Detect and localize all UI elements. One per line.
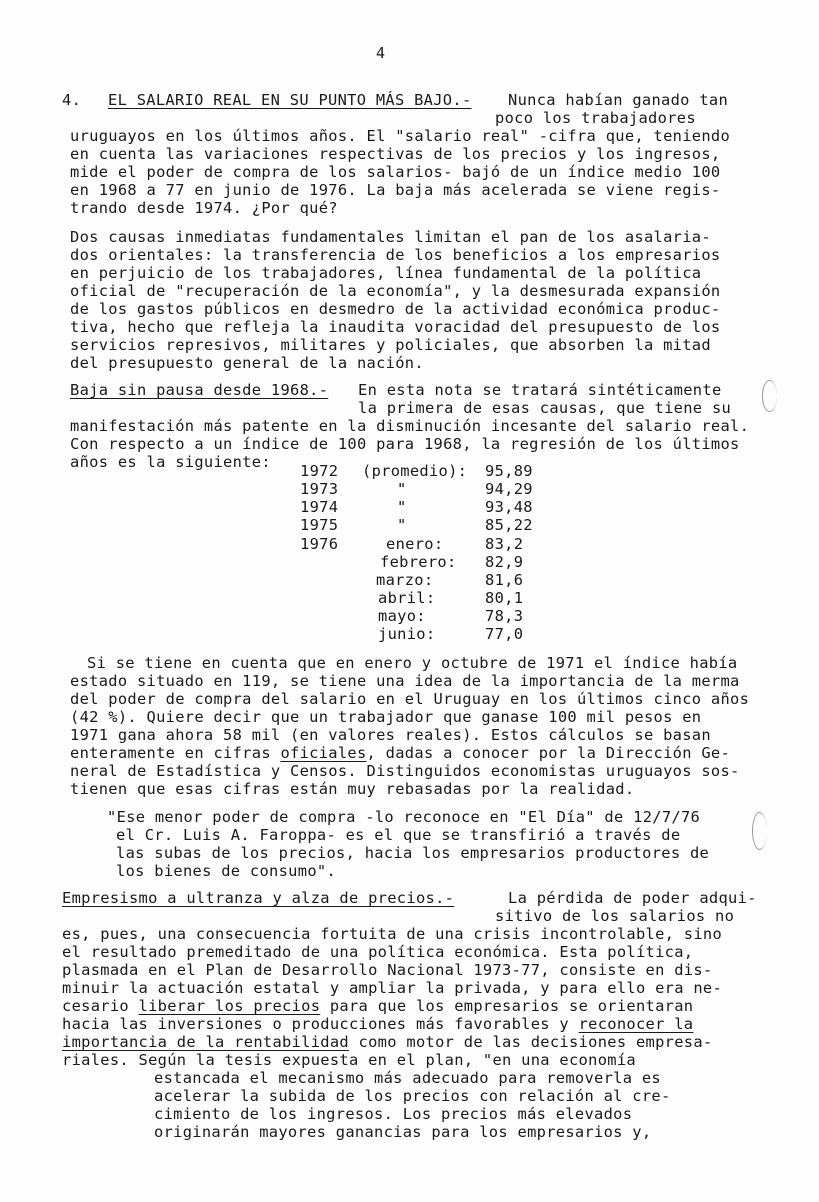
table-label: " [397,498,407,516]
quote-line: cimiento de los ingresos. Los precios más elevados [154,1105,633,1123]
table-value: 80,1 [485,589,524,607]
quote-line: los bienes de consumo". [116,862,337,880]
text-line: riales. Según la tesis expuesta en el plan, "en una economía [62,1051,636,1069]
text-line: de los gastos públicos en desmedro de la actividad económica produc- [70,300,721,318]
table-value: 77,0 [485,625,524,643]
section-number: 4. [62,91,82,109]
table-value: 93,48 [485,498,533,516]
text-segment: , dadas a conocer por la Dirección Ge- [366,744,731,762]
text-line: la primera de esas causas, que tiene su [358,399,732,417]
text-line: Dos causas inmediatas fundamentales limitan el pan de los asalaria- [70,228,711,246]
text-line: años es la siguiente: [70,453,271,471]
text-line [62,1033,713,1051]
text-line: mide el poder de compra de los salarios- bajó de un índice medio 100 [70,163,721,181]
table-label: " [397,480,407,498]
text-line: 1971 gana ahora 58 mil (en valores reales). Estos cálculos se basan [70,726,711,744]
quote-line: las subas de los precios, hacia los empresarios productores de [116,844,710,862]
text-line: en cuenta las variaciones respectivas de los precios y los ingresos, [70,145,721,163]
table-label: mayo: [378,607,426,625]
underlined-term: oficiales [280,744,367,762]
margin-mark [752,812,767,850]
text-line: en perjuicio de los trabajadores, línea fundamental de la política [70,264,702,282]
text-line: sitivo de los salarios no [495,907,735,925]
text-line: neral de Estadística y Censos. Distinguidos economistas uruguayos sos- [70,762,740,780]
text-line: es, pues, una consecuencia fortuita de una crisis incontrolable, sino [62,925,723,943]
text-line: dos orientales: la transferencia de los beneficios a los empresarios [70,246,721,264]
table-value: 94,29 [485,480,533,498]
subheading-empresismo: Empresismo a ultranza y alza de precios.- [62,889,455,907]
text-line: Si se tiene en cuenta que en enero y octubre de 1971 el índice había [87,654,738,672]
text-segment: como motor de las decisiones empresa- [348,1033,713,1051]
text-line: oficial de "recuperación de la economía", y la desmesurada expansión [70,282,721,300]
text-line: minuir la actuación estatal y ampliar la privada, y para ello era ne- [62,979,723,997]
text-segment: cesario [62,997,139,1015]
text-line: manifestación más patente en la disminución incesante del salario real. [70,417,750,435]
table-value: 83,2 [485,535,524,553]
table-year: 1973 [300,480,339,498]
text-line: trando desde 1974. ¿Por qué? [70,199,338,217]
text-line: tiva, hecho que refleja la inaudita voracidad del presupuesto de los [70,318,721,336]
text-line: el resultado premeditado de una política económica. Esta política, [62,943,694,961]
section-lead: Nunca habían ganado tan [508,91,729,109]
table-label: abril: [378,589,436,607]
quote-line: "Ese menor poder de compra -lo reconoce en "El Día" de 12/7/76 [107,808,701,826]
table-value: 82,9 [485,553,524,571]
table-value: 95,89 [485,462,533,480]
baja-lead: En esta nota se tratará sintéticamente [358,381,722,399]
table-value: 81,6 [485,571,524,589]
text-line: en 1968 a 77 en junio de 1976. La baja más acelerada se viene regis- [70,181,721,199]
margin-mark [762,380,777,412]
text-line: del presupuesto general de la nación. [70,354,424,372]
table-label: junio: [378,625,436,643]
text-line: (42 %). Quiere decir que un trabajador que ganase 100 mil pesos en [70,708,702,726]
empresismo-lead: La pérdida de poder adqui- [508,889,757,907]
text-line [62,997,693,1015]
section-heading: EL SALARIO REAL EN SU PUNTO MÁS BAJO.- [108,91,472,109]
table-label: marzo: [376,571,434,589]
quote-line: estancada el mecanismo más adecuado para removerla es [154,1069,661,1087]
text-segment: enteramente en cifras [70,744,281,762]
quote-line: originarán mayores ganancias para los empresarios y, [154,1123,652,1141]
quote-line: acelerar la subida de los precios con relación al cre- [154,1087,671,1105]
underlined-term: reconocer la [578,1015,694,1033]
text-line: plasmada en el Plan de Desarrollo Nacional 1973-77, consiste en dis- [62,961,713,979]
text-segment: hacia las inversiones o producciones más favorables y [62,1015,579,1033]
text-line [62,1015,693,1033]
underlined-term: importancia de la rentabilidad [62,1033,349,1051]
text-line: tienen que esas cifras están muy rebasadas por la realidad. [70,780,635,798]
table-value: 85,22 [485,516,533,534]
table-label: febrero: [380,553,457,571]
table-year: 1976 [300,535,339,553]
text-line [70,744,730,762]
table-year: 1975 [300,516,339,534]
table-label: (promedio): [362,462,468,480]
text-line: del poder de compra del salario en el Uruguay en los últimos cinco años [70,690,750,708]
text-segment: para que los empresarios se orientaran [320,997,694,1015]
table-label: enero: [386,535,444,553]
table-value: 78,3 [485,607,524,625]
text-line: Con respecto a un índice de 100 para 1968, la regresión de los últimos [70,435,740,453]
table-label: " [397,516,407,534]
text-line: estado situado en 119, se tiene una idea de la importancia de la merma [70,672,740,690]
underlined-term: liberar los precios [138,997,321,1015]
table-year: 1974 [300,498,339,516]
subheading-baja: Baja sin pausa desde 1968.- [70,381,329,399]
page-number: 4 [376,44,386,62]
text-line: servicios represivos, militares y policiales, que absorben la mitad [70,336,711,354]
text-line: uruguayos en los últimos años. El "salario real" -cifra que, teniendo [70,127,731,145]
text-line: poco los trabajadores [495,109,696,127]
quote-line: el Cr. Luis A. Faroppa- es el que se transfirió a través de [116,826,681,844]
table-year: 1972 [300,462,339,480]
